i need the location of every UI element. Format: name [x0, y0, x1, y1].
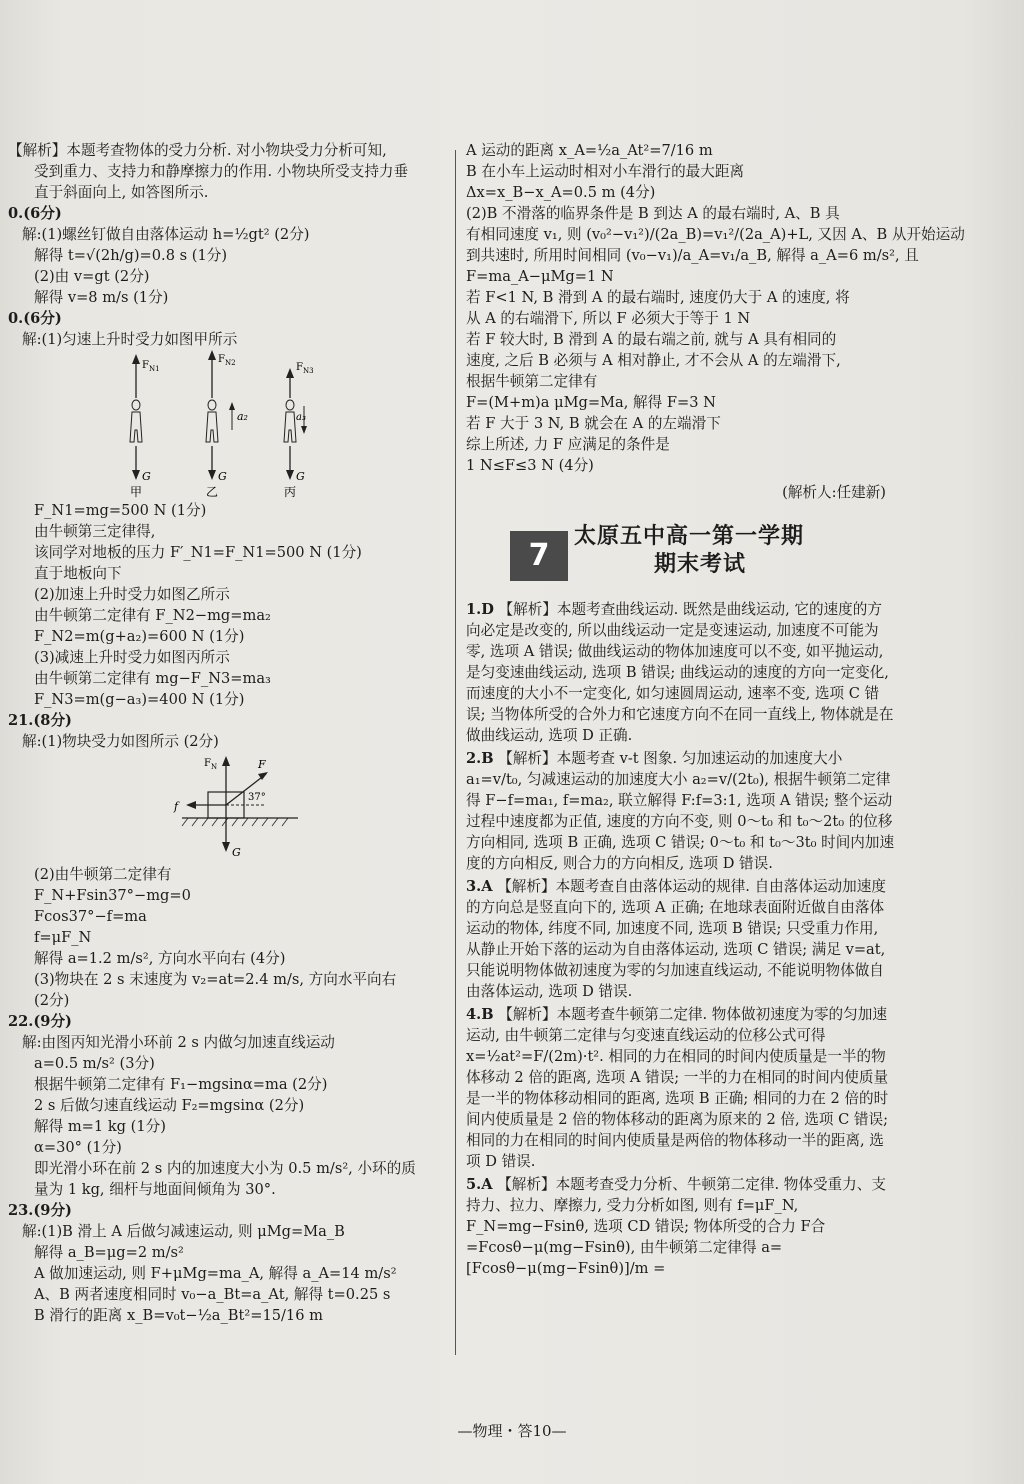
text-line: 速度, 之后 B 必须与 A 相对静止, 才不会从 A 的左端滑下, [466, 352, 841, 369]
answer-item [466, 1174, 896, 1279]
answer-item [466, 876, 896, 1002]
answer-list [466, 599, 896, 1279]
text-line: 根据牛顿第二定律有 [466, 373, 598, 390]
answer-item [466, 748, 896, 874]
signature: (解析人:任建新) [782, 484, 886, 501]
text-line: 即光滑小环在前 2 s 内的加速度大小为 0.5 m/s², 小环的质 [34, 1160, 416, 1177]
text-line: F=(M+m)a μMg=Ma, 解得 F=3 N [466, 394, 716, 411]
text-line: 0.(6分) [8, 205, 62, 222]
text-line: 若 F<1 N, B 滑到 A 的最右端时, 速度仍大于 A 的速度, 将 [466, 289, 850, 306]
figure-bing [284, 362, 314, 499]
label-a3: a₃ [296, 412, 306, 423]
text-line: F=ma_A−μMg=1 N [466, 268, 614, 285]
text-line: 解得 a=1.2 m/s², 方向水平向右 (4分) [34, 950, 286, 967]
text-line: 有相同速度 v₁, 则 (v₀²−v₁²)/(2a_B)=v₁²/(2a_A)+L, 又因 A、B 从开始运动 [466, 226, 965, 243]
text-line: (2)由 v=gt (2分) [34, 268, 150, 285]
answer-lead: 1.D [466, 601, 494, 618]
caption-jia: 甲 [130, 485, 143, 499]
left-text-block-3 [8, 864, 448, 1326]
section-title-line1: 太原五中高一第一学期 [574, 524, 805, 549]
text-line: Fcos37°−f=ma [34, 908, 147, 925]
text-line: 解得 m=1 kg (1分) [34, 1118, 166, 1135]
text-line: a=0.5 m/s² (3分) [34, 1055, 155, 1072]
text-line: 2 s 后做匀速直线运动 F₂=mgsinα (2分) [34, 1097, 305, 1114]
figure-yi [206, 350, 248, 499]
figure-block-forces [8, 752, 308, 864]
caption-bing: 丙 [284, 485, 297, 499]
text-line: 23.(9分) [8, 1202, 72, 1219]
page-footer: —物理・答10— [457, 1422, 567, 1440]
text-line: (2)加速上升时受力如图乙所示 [34, 586, 230, 603]
text-line: 解:(1)匀速上升时受力如图甲所示 [22, 331, 238, 348]
text-line: B 滑行的距离 x_B=v₀t−½a_Bt²=15/16 m [34, 1307, 323, 1324]
left-text-block-2 [8, 500, 448, 752]
text-line: B 在小车上运动时相对小车滑行的最大距离 [466, 163, 745, 180]
section-number-badge: 7 [510, 531, 568, 581]
label-angle: 37° [248, 792, 266, 803]
text-line: 量为 1 kg, 细杆与地面间倾角为 30°. [34, 1181, 276, 1198]
text-line: 综上所述, 力 F 应满足的条件是 [466, 436, 670, 453]
figure-force-diagrams [8, 350, 314, 500]
text-line: A、B 两者速度相同时 v₀−a_Bt=a_At, 解得 t=0.25 s [34, 1286, 391, 1303]
text-line: F_N2=m(g+a₂)=600 N (1分) [34, 628, 245, 645]
text-line: A 运动的距离 x_A=½a_At²=7/16 m [466, 142, 713, 159]
label-fn3: $F_{N3}$ [296, 362, 314, 375]
text-line: 解:(1)B 滑上 A 后做匀减速运动, 则 μMg=Ma_B [22, 1223, 345, 1240]
left-column [8, 140, 448, 1326]
text-line: 受到重力、支持力和静摩擦力的作用. 小物块所受支持力垂 [34, 163, 409, 180]
section-title [574, 523, 804, 579]
text-line: 若 F 大于 3 N, B 就会在 A 的左端滑下 [466, 415, 721, 432]
text-line: 解:(1)螺丝钉做自由落体运动 h=½gt² (2分) [22, 226, 310, 243]
text-line: A 做加速运动, 则 F+μMg=ma_A, 解得 a_A=14 m/s² [34, 1265, 397, 1282]
column-divider [455, 150, 456, 1355]
right-text-block [466, 140, 965, 476]
answer-explanation: 【解析】本题考查 v-t 图象. 匀加速运动的加速度大小 a₁=v/t₀, 匀减速运动的加速度大小 a₂=v/(2t₀), 根据牛顿第二定律得 F−f=ma₁, f=ma₂, 联立解得 F:f=3:1, 选项 A 错误; 整个运动过程中速度都为正值, 速度的方向不变, 则 0～t₀ 和 t₀～2t₀ 的位移方向相同, 选项 B 正确, 选项 C 错误; 0～t₀ 和 t₀～3t₀ 时间内加速度的方向相反, 则合力的方向相反, 选项 D 错误. [466, 750, 895, 872]
section-title-line2: 期末考试 [654, 552, 747, 577]
section-banner [466, 523, 896, 589]
text-line: f=μF_N [34, 929, 92, 946]
label-g-yi: G [218, 470, 227, 483]
right-column [466, 140, 965, 1281]
text-line: 解:(1)物块受力如图所示 (2分) [22, 733, 219, 750]
answer-item [466, 1004, 896, 1172]
label-fn1: $F_{N1}$ [142, 360, 160, 373]
text-line: α=30° (1分) [34, 1139, 122, 1156]
text-line: 该同学对地板的压力 F′_N1=F_N1=500 N (1分) [34, 544, 362, 561]
text-line: 直于斜面向上, 如答图所示. [34, 184, 209, 201]
text-line: 由牛顿第二定律有 F_N2−mg=ma₂ [34, 607, 271, 624]
answer-explanation: 【解析】本题考查牛顿第二定律. 物体做初速度为零的匀加速运动, 由牛顿第二定律与匀变速直线运动的位移公式可得 x=½at²=F/(2m)·t². 相同的力在相同的时间内使质量是一半的物体移动 2 倍的距离, 选项 A 错误; 一半的力在相同的时间内使质量是一半的物体移动相同的距离, 选项 B 正确; 相同的力在 2 倍的时间内使质量是 2 倍的物体移动的距离为原来的 2 倍, 选项 C 错误; 相同的力在相同的时间内使质量是两倍的物体移动一半的距离, 选项 D 错误. [466, 1006, 889, 1170]
caption-yi: 乙 [206, 485, 219, 499]
label-g: G [232, 846, 241, 859]
text-line: Δx=x_B−x_A=0.5 m (4分) [466, 184, 656, 201]
text-line: (2分) [34, 992, 70, 1009]
text-line: (2)B 不滑落的临界条件是 B 到达 A 的最右端时, A、B 具 [466, 205, 840, 222]
text-line: 解:由图丙知光滑小环前 2 s 内做匀加速直线运动 [22, 1034, 335, 1051]
label-fn: $F_N$ [204, 758, 218, 771]
text-line: 从 A 的右端滑下, 所以 F 必须大于等于 1 N [466, 310, 751, 327]
answer-lead: 5.A [466, 1176, 493, 1193]
text-line: 21.(8分) [8, 712, 72, 729]
text-line: 解得 t=√(2h/g)=0.8 s (1分) [34, 247, 228, 264]
label-friction: f [174, 800, 179, 813]
label-f-pull: F [258, 758, 266, 771]
label-g-jia: G [142, 470, 151, 483]
text-line: 解得 a_B=μg=2 m/s² [34, 1244, 184, 1261]
answer-explanation: 【解析】本题考查曲线运动. 既然是曲线运动, 它的速度的方向必定是改变的, 所以曲线运动一定是变速运动, 加速度不可能为零, 选项 A 错误; 做曲线运动的物体加速度可以不变, 如平抛运动, 是匀变速曲线运动, 选项 B 错误; 曲线运动的速度的方向一定变化, 而速度的大小不一定变化, 如匀速圆周运动, 速率不变, 选项 C 错误; 当物体所受的合外力和它速度方向不在同一直线上, 物体就是在做曲线运动, 选项 D 正确. [466, 601, 894, 744]
text-line: (2)由牛顿第二定律有 [34, 866, 172, 883]
text-line: 【解析】本题考查物体的受力分析. 对小物块受力分析可知, [8, 142, 387, 159]
text-line: (3)减速上升时受力如图丙所示 [34, 649, 230, 666]
answer-lead: 2.B [466, 750, 494, 767]
label-a2: a₂ [237, 410, 248, 423]
text-line: 22.(9分) [8, 1013, 72, 1030]
answer-explanation: 【解析】本题考查受力分析、牛顿第二定律. 物体受重力、支持力、拉力、摩擦力, 受力分析如图, 则有 f=μF_N, F_N=mg−Fsinθ, 选项 CD 错误; 物体所受的合力 F合=Fcosθ−μ(mg−Fsinθ), 由牛顿第二定律得 a=[Fcosθ−μ(mg−Fsinθ)]/m = [466, 1176, 886, 1277]
text-line: F_N1=mg=500 N (1分) [34, 502, 207, 519]
text-line: 到共速时, 所用时间相同 (v₀−v₁)/a_A=v₁/a_B, 解得 a_A=6 m/s², 且 [466, 247, 919, 264]
answer-lead: 3.A [466, 878, 493, 895]
text-line: F_N+Fsin37°−mg=0 [34, 887, 191, 904]
figure-jia [130, 354, 160, 499]
label-g-bing: G [296, 470, 305, 483]
text-line: 若 F 较大时, B 滑到 A 的最右端之前, 就与 A 具有相同的 [466, 331, 837, 348]
text-line: 由牛顿第三定律得, [34, 523, 156, 540]
text-line: F_N3=m(g−a₃)=400 N (1分) [34, 691, 245, 708]
text-line: 根据牛顿第二定律有 F₁−mgsinα=ma (2分) [34, 1076, 328, 1093]
text-line: 解得 v=8 m/s (1分) [34, 289, 169, 306]
text-line: (3)物块在 2 s 末速度为 v₂=at=2.4 m/s, 方向水平向右 [34, 971, 397, 988]
text-line: 直于地板向下 [34, 565, 122, 582]
text-line: 由牛顿第二定律有 mg−F_N3=ma₃ [34, 670, 271, 687]
text-line: 1 N≤F≤3 N (4分) [466, 457, 594, 474]
answer-item [466, 599, 896, 746]
answer-lead: 4.B [466, 1006, 494, 1023]
left-text-block [8, 140, 448, 350]
answer-explanation: 【解析】本题考查自由落体运动的规律. 自由落体运动加速度的方向总是竖直向下的, 选项 A 正确; 在地球表面附近做自由落体运动的物体, 纬度不同, 加速度不同, 选项 B 错误; 只受重力作用, 从静止开始下落的运动为自由落体运动, 选项 C 错误; 满足 v=at, 只能说明物体做初速度为零的匀加速直线运动, 不能说明物体做自由落体运动, 选项 D 错误. [466, 878, 886, 1000]
label-fn2: $F_{N2}$ [218, 354, 236, 367]
text-line: 0.(6分) [8, 310, 62, 327]
